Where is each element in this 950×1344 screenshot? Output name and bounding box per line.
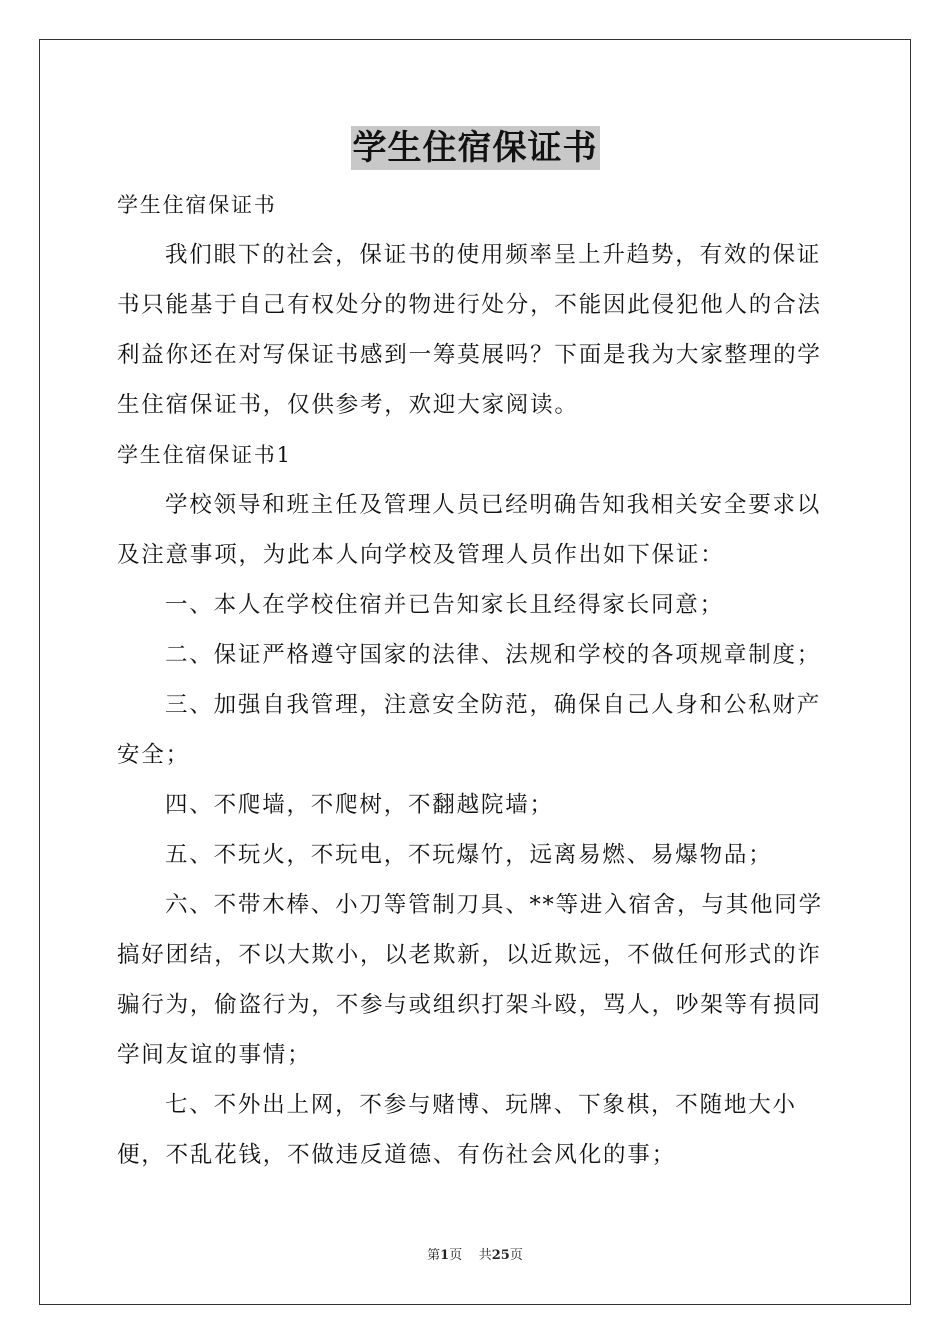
document-title: 学生住宿保证书	[352, 128, 598, 168]
pledge-item-2: 二、保证严格遵守国家的法律、法规和学校的各项规章制度；	[165, 642, 822, 668]
document-subtitle: 学生住宿保证书	[117, 193, 277, 217]
page-number: 1	[440, 1248, 450, 1263]
title-container	[0, 126, 950, 170]
total-suffix: 页	[509, 1248, 523, 1263]
pledge-item-4: 四、不爬墙，不爬树，不翻越院墙；	[165, 792, 554, 818]
document-body	[117, 180, 833, 1180]
pledge-item-3: 三、加强自我管理，注意安全防范，确保自己人身和公私财产安全；	[117, 692, 822, 768]
page-suffix: 页	[449, 1248, 463, 1263]
pledge-item-7: 七、不外出上网，不参与赌博、玩牌、下象棋，不随地大小便，不乱花钱，不做违反道德、有伤社会风化的事；	[117, 1092, 797, 1168]
page-prefix: 第	[427, 1248, 441, 1263]
total-prefix: 共	[478, 1248, 492, 1263]
total-pages: 25	[491, 1248, 510, 1263]
pledge-item-6: 六、不带木棒、小刀等管制刀具、**等进入宿舍，与其他同学搞好团结，不以大欺小，以老欺新，以近欺远，不做任何形式的诈骗行为，偷盗行为，不参与或组织打架斗殴，骂人，吵架等有损同学间友谊的事情；	[117, 892, 823, 1068]
body-paragraph: 学校领导和班主任及管理人员已经明确告知我相关安全要求以及注意事项，为此本人向学校及管理人员作出如下保证：	[117, 492, 822, 568]
pledge-item-1: 一、本人在学校住宿并已告知家长且经得家长同意；	[165, 592, 724, 618]
page-footer	[0, 1246, 950, 1266]
section-heading: 学生住宿保证书1	[117, 443, 292, 467]
pledge-item-5: 五、不玩火，不玩电，不玩爆竹，远离易燃、易爆物品；	[165, 842, 773, 868]
intro-paragraph: 我们眼下的社会，保证书的使用频率呈上升趋势，有效的保证书只能基于自己有权处分的物进行处分，不能因此侵犯他人的合法利益你还在对写保证书感到一筹莫展吗？下面是我为大家整理的学生住宿保证书，仅供参考，欢迎大家阅读。	[117, 242, 822, 418]
